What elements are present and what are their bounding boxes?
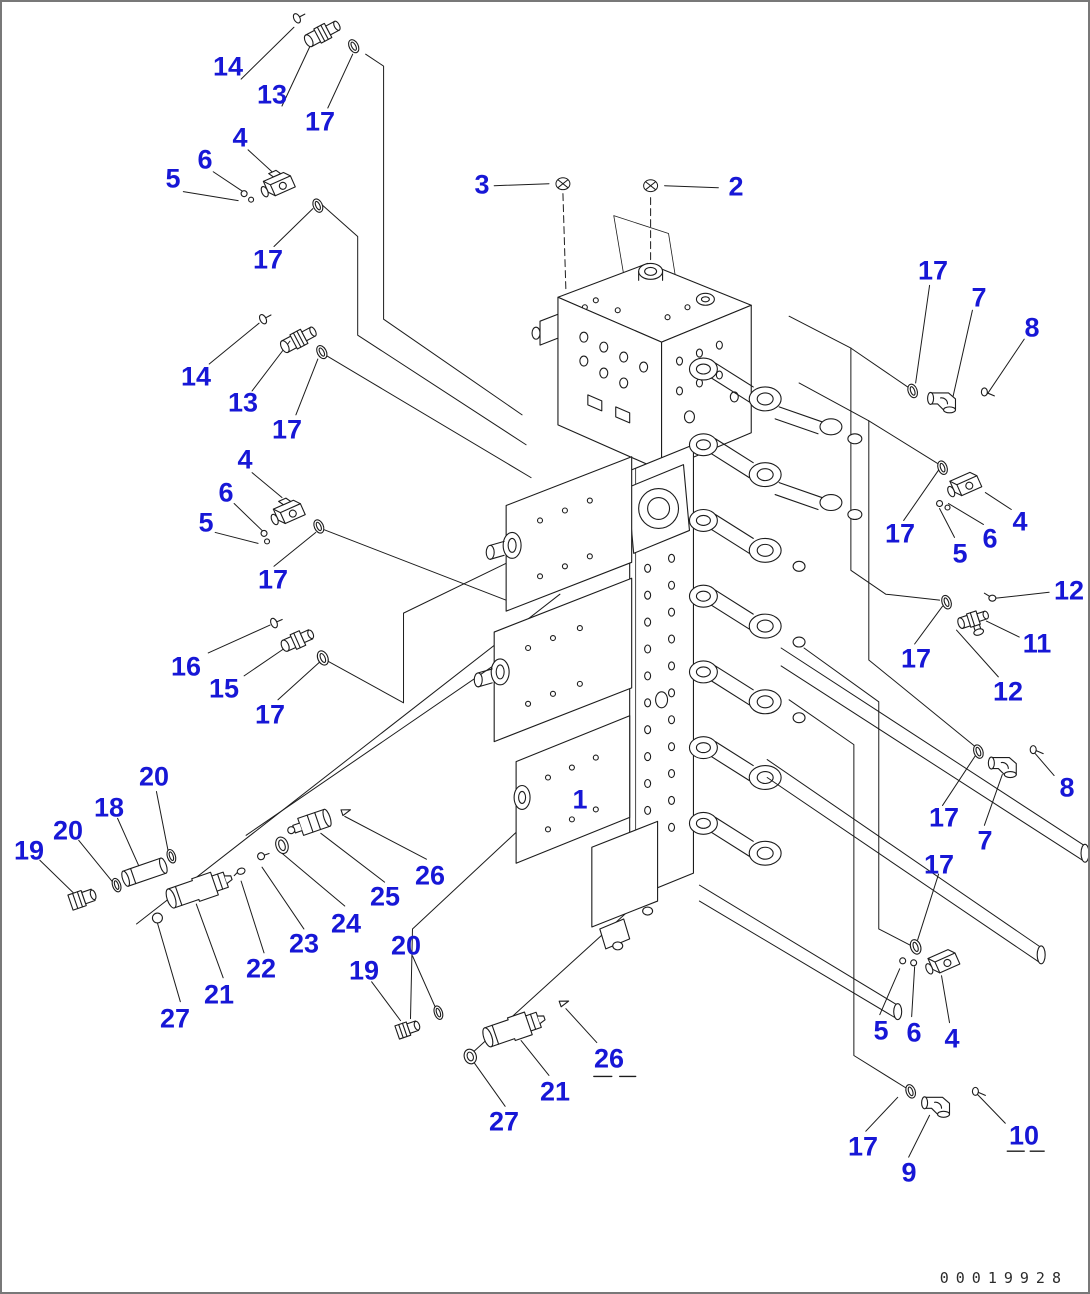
callout-27-54: 27	[488, 1106, 520, 1137]
callout-4-3: 4	[232, 122, 248, 153]
fitting-13-icon	[302, 18, 343, 50]
callout-4-25: 4	[1012, 506, 1028, 537]
callout-2-8: 2	[728, 171, 744, 202]
cartridge-21-icon	[163, 866, 235, 911]
bolt-8-icon	[981, 388, 994, 396]
callout-20-44: 20	[138, 761, 170, 792]
washer-5-icon	[937, 501, 943, 507]
callout-21-46: 21	[203, 979, 235, 1010]
exploded-valve-parts-center	[395, 998, 570, 1065]
spool-row	[689, 510, 805, 572]
callout-17-22: 17	[884, 518, 916, 549]
doc-number: 00019928	[939, 1269, 1068, 1287]
bolt-3-icon	[556, 178, 570, 190]
o-ring-17-icon	[906, 383, 919, 399]
callout-18-43: 18	[93, 792, 125, 823]
callout-17-18: 17	[254, 699, 286, 730]
callout-1-33: 1	[572, 784, 588, 815]
callout-7-32: 7	[977, 825, 993, 856]
diagram-line-art	[2, 2, 1088, 1292]
fitting-4-icon	[256, 166, 295, 200]
spool-row	[689, 737, 781, 790]
fitting-19-icon	[395, 1018, 422, 1039]
elbow-9-icon	[922, 1097, 950, 1117]
ring-24-icon	[274, 835, 291, 855]
callout-19-52: 19	[348, 955, 380, 986]
callout-5-14: 5	[198, 507, 214, 538]
spool-row	[689, 812, 781, 865]
callout-17-29: 17	[900, 643, 932, 674]
callout-9-39: 9	[901, 1157, 917, 1188]
callout-17-6: 17	[252, 244, 284, 275]
o-ring-20-icon	[432, 1005, 444, 1021]
callout-14-0: 14	[212, 51, 244, 82]
callout-5-35: 5	[873, 1015, 889, 1046]
fitting-4-icon	[944, 470, 981, 500]
fitting-13-icon	[278, 323, 319, 355]
plug-14-icon	[292, 10, 307, 24]
sleeve-18-icon	[120, 857, 169, 887]
callout-24-49: 24	[330, 908, 362, 939]
washer-22-icon	[233, 867, 246, 877]
seat-23-icon	[257, 850, 271, 860]
cartridge-21-icon	[480, 1007, 548, 1050]
plug-14-icon	[258, 311, 273, 325]
ball-27-icon	[152, 913, 162, 923]
callout-7-20: 7	[971, 282, 987, 313]
pin-26-icon	[559, 998, 569, 1007]
valve-25-icon	[285, 808, 333, 839]
callout-14-9: 14	[180, 361, 212, 392]
washer-5-icon	[249, 197, 254, 202]
o-ring-20-icon	[111, 877, 123, 893]
callout-3-7: 3	[474, 169, 490, 200]
callout-16-16: 16	[170, 651, 202, 682]
callout-19-41: 19	[13, 835, 45, 866]
callout-6-13: 6	[218, 477, 234, 508]
plug-12-icon	[984, 593, 995, 601]
callout-8-21: 8	[1024, 312, 1040, 343]
callout-5-23: 5	[952, 538, 968, 569]
callout-4-37: 4	[944, 1023, 960, 1054]
bolt-2-icon	[644, 180, 658, 192]
washer-6-icon	[911, 960, 917, 966]
callout-17-31: 17	[928, 802, 960, 833]
callout-12-26: 12	[1053, 575, 1085, 606]
callout-17-19: 17	[917, 255, 949, 286]
bolt-8-icon	[1030, 746, 1043, 754]
washer-6-icon	[261, 530, 267, 536]
callout-6-24: 6	[982, 523, 998, 554]
callout-17-11: 17	[271, 414, 303, 445]
washer-6-icon	[945, 505, 950, 510]
callout-26-51: 26	[414, 860, 446, 891]
callout-15-17: 15	[208, 673, 240, 704]
callout-11-27: 11	[1022, 628, 1052, 659]
callout-13-1: 13	[256, 79, 288, 110]
callout-17-38: 17	[847, 1131, 879, 1162]
pin-26-icon	[341, 807, 351, 816]
callout-12-28: 12	[992, 676, 1024, 707]
callout-23-48: 23	[288, 928, 320, 959]
callout-26-56: 26	[593, 1043, 625, 1074]
o-ring-17-icon	[311, 197, 325, 213]
o-ring-17-icon	[315, 344, 329, 361]
callout-25-50: 25	[369, 881, 401, 912]
plug-16-icon	[269, 615, 284, 629]
washer-5-icon	[900, 958, 906, 964]
exploded-valve-parts-left	[68, 807, 352, 923]
callout-4-12: 4	[237, 444, 253, 475]
o-ring-17-icon	[904, 1083, 917, 1099]
callout-27-45: 27	[159, 1003, 191, 1034]
callout-8-30: 8	[1059, 772, 1075, 803]
callout-5-5: 5	[165, 163, 181, 194]
o-ring-17-icon	[312, 518, 326, 534]
callout-21-55: 21	[539, 1076, 571, 1107]
bolt-10-icon	[972, 1087, 985, 1095]
callout-17-2: 17	[304, 106, 336, 137]
fitting-4-icon	[266, 494, 305, 528]
callout-20-42: 20	[52, 815, 84, 846]
o-ring-17-icon	[908, 938, 922, 955]
elbow-7-icon	[928, 392, 956, 412]
valve-assembly-drawing	[474, 263, 1088, 1019]
washer-5-icon	[265, 539, 270, 544]
fitting-4-icon	[923, 948, 960, 978]
o-ring-20-icon	[165, 848, 177, 864]
fitting-19-icon	[68, 886, 98, 910]
washer-6-icon	[241, 191, 247, 197]
callout-13-10: 13	[227, 387, 259, 418]
callout-6-36: 6	[906, 1017, 922, 1048]
callout-6-4: 6	[197, 144, 213, 175]
o-ring-17-icon	[346, 38, 360, 55]
fitting-15-icon	[279, 626, 316, 654]
o-ring-17-icon	[936, 460, 949, 476]
callout-17-15: 17	[257, 564, 289, 595]
callout-17-34: 17	[923, 849, 955, 880]
spool-row	[689, 434, 861, 520]
callout-10-40: 10	[1008, 1120, 1040, 1151]
callout-20-53: 20	[390, 930, 422, 961]
spool-row	[689, 585, 805, 647]
callout-22-47: 22	[245, 953, 277, 984]
